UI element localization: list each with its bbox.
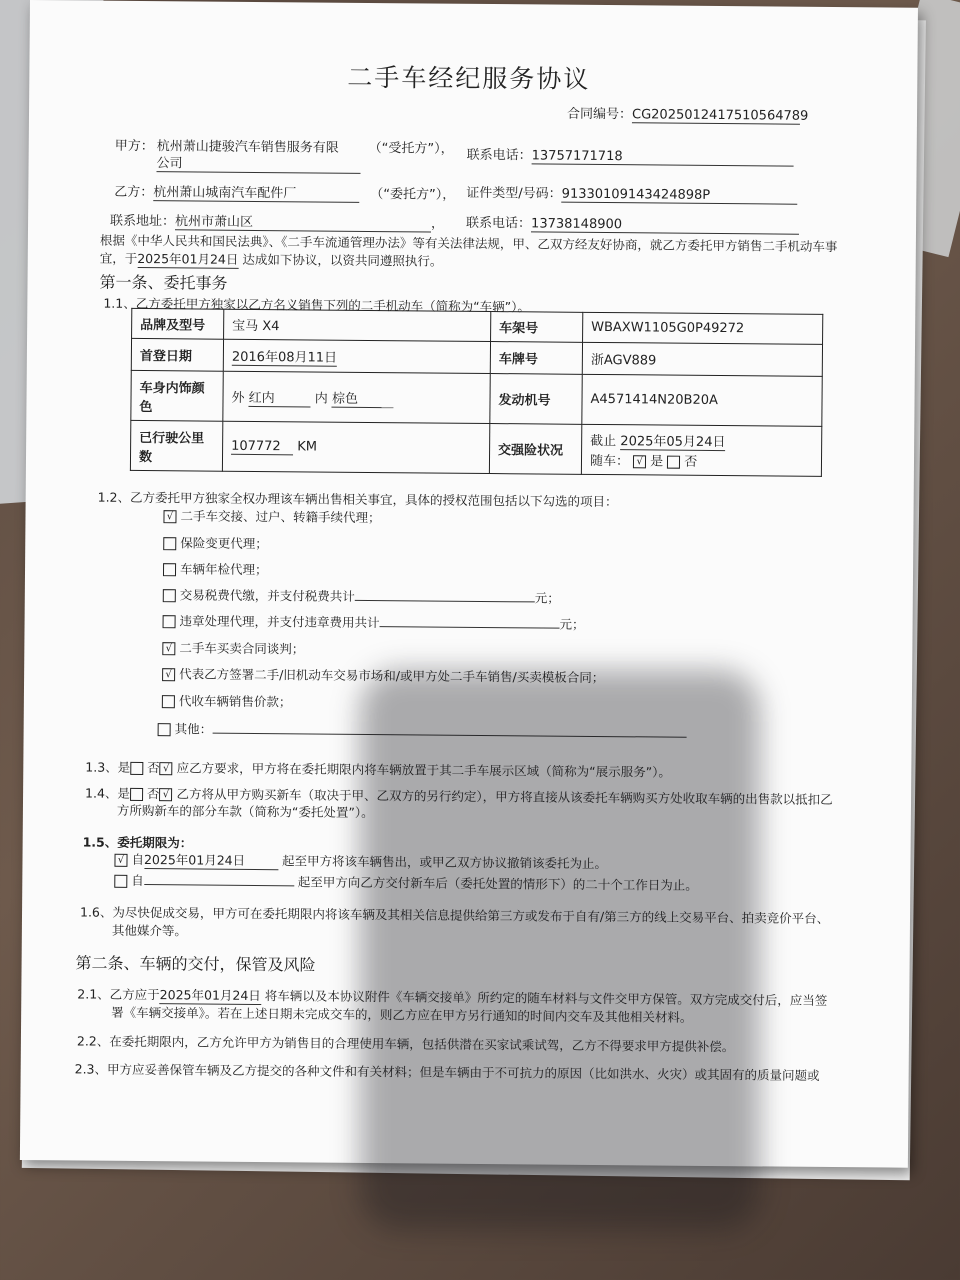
c13-no-box: √ <box>160 762 173 775</box>
vehicle-info-table <box>130 308 823 477</box>
color-label: 车身内饰颜色 <box>131 370 223 421</box>
term-a-checkbox: √ <box>114 854 127 867</box>
c14-no-box: √ <box>159 788 172 801</box>
party-a-name-cont: 公司 <box>157 152 361 174</box>
plate-label: 车牌号 <box>490 342 582 375</box>
article-2-heading: 第二条、车辆的交付，保管及风险 <box>75 953 316 975</box>
vin-label: 车架号 <box>491 312 583 343</box>
color-value: 外 红内 内 棕色 <box>223 371 490 423</box>
scope-checkbox-4 <box>163 589 176 602</box>
party-a-label: 甲方： <box>114 138 154 155</box>
party-b-id: 证件类型/号码：91330109143424898P <box>466 182 798 205</box>
vin-value: WBAXW1105G0P49272 <box>583 312 823 344</box>
intro-line-2: 宜，于2025年01月24日 达成如下协议，以资共同遵照执行。 <box>99 250 443 269</box>
clause-1-2: 1.2、乙方委托甲方独家全权办理该车辆出售相关事宜，具体的授权范围包括以下勾选的项目： <box>97 489 618 510</box>
party-a-role: （“受托方”）， <box>368 140 454 157</box>
scope-checkbox-7: √ <box>162 668 175 681</box>
plate-value: 浙AGV889 <box>582 342 822 376</box>
party-a-name: 杭州萧山捷骏汽车销售服务有限 <box>156 139 339 156</box>
term-b-checkbox <box>114 875 127 888</box>
scope-item-6: √ 二手车买卖合同谈判； <box>162 638 304 657</box>
clause-1-5-title: 1.5、委托期限为： <box>82 834 193 851</box>
party-b-address: 联系地址：杭州市萧山区 ， <box>110 210 444 233</box>
scope-item-3: 车辆年检代理； <box>163 559 268 578</box>
insurance-no-checkbox <box>667 456 680 469</box>
scope-item-8: 代收车辆销售价款； <box>162 691 292 710</box>
scope-checkbox-5 <box>163 615 176 628</box>
insurance-yes-checkbox: √ <box>633 455 646 468</box>
party-b-phone: 联系电话：13738148900 <box>466 212 799 235</box>
scope-checkbox-1: √ <box>163 510 176 523</box>
mileage-label: 已行驶公里数 <box>130 420 222 471</box>
clause-1-5-option-b: 自 起至甲方向乙方交付新车后（委托处置的情形下）的二十个工作日为止。 <box>114 871 698 894</box>
clause-2-2: 2.2、在委托期限内，乙方允许甲方为销售目的合理使用车辆，包括供潜在买家试乘试驾，乙方不得要求甲方提供补偿。 <box>76 1033 735 1055</box>
clause-1-3: 1.3、是 否 √ 应乙方要求，甲方将在委托期限内将车辆放置于其二手车展示区域（简称为“展示服务”）。 <box>85 759 671 780</box>
contract-page <box>20 0 918 1168</box>
clause-1-6-cont: 其他媒介等。 <box>111 922 187 939</box>
party-b-name: 乙方：杭州萧山城南汽车配件厂 <box>114 181 359 203</box>
clause-1-4: 1.4、是 否 √ 乙方将从甲方购买新车（取决于甲、乙双方的另行约定），甲方将直接从该委托车辆购买方处收取车辆的出售款以抵扣乙 <box>85 785 833 808</box>
scope-checkbox-2 <box>163 537 176 550</box>
clause-2-3: 2.3、甲方应妥善保管车辆及乙方提交的各种文件和有关材料；但是车辆由于不可抗力的原因（比如洪水、火灾）或其固有的质量问题或 <box>74 1061 820 1083</box>
party-b-role: （“委托方”）， <box>370 186 456 203</box>
clause-1-4-cont: 方所购新车的部分车款（简称为“委托处置”）。 <box>116 802 374 821</box>
clause-2-1-cont: 署《车辆交接单》。若在上述日期未完成交车的，则乙方应在甲方另行通知的时间内交车及其他相关材料。 <box>111 1004 693 1025</box>
c14-yes-box <box>130 788 143 801</box>
insurance-label: 交强险状况 <box>489 424 581 475</box>
scope-item-4: 交易税费代缴，并支付税费共计 元； <box>163 585 560 606</box>
scope-checkbox-9 <box>158 723 171 736</box>
scope-item-7: √ 代表乙方签署二手/旧机动车交易市场和/或甲方处二手车销售/买卖模板合同； <box>162 664 604 686</box>
brand-label: 品牌及型号 <box>132 308 224 339</box>
engine-label: 发动机号 <box>490 374 582 425</box>
clause-1-6: 1.6、为尽快促成交易，甲方可在委托期限内将该车辆及其相关信息提供给第三方或发布于自有/第三方的线上交易平台、拍卖竞价平台、 <box>79 904 830 927</box>
clause-2-1: 2.1、乙方应于2025年01月24日 将车辆以及本协议附件《车辆交接单》所约定的随车材料与文件交甲方保管。双方完成交付后，应当签 <box>77 986 828 1008</box>
intro-line-1: 根据《中华人民共和国民法典》、《二手车流通管理办法》等有关法律法规，甲、乙双方经友好协商，就乙方委托甲方销售二手机动车事 <box>99 232 838 255</box>
scope-checkbox-8 <box>162 695 175 708</box>
c13-yes-box <box>130 762 143 775</box>
scope-item-1: √ 二手车交接、过户、转籍手续代理； <box>163 506 380 526</box>
clause-1-1: 1.1、乙方委托甲方独家以乙方名义销售下列的二手机动车（简称为“车辆”）。 <box>103 295 531 315</box>
engine-value: A4571414N20B20A <box>582 374 822 426</box>
scope-checkbox-6: √ <box>162 642 175 655</box>
scope-item-2: 保险变更代理； <box>163 533 268 552</box>
page-title: 二手车经纪服务协议 <box>347 62 591 94</box>
contract-number: 合同编号：CG20250124175105647​89 <box>566 106 809 124</box>
reg-date-value: 2016年08月11日 <box>223 339 490 373</box>
mileage-value: 107772 KM <box>222 421 489 473</box>
article-1-heading: 第一条、委托事务 <box>99 272 228 293</box>
scope-checkbox-3 <box>163 563 176 576</box>
reg-date-label: 首登日期 <box>131 338 223 371</box>
scope-item-5: 违章处理代理，并支付违章费用共计 元； <box>163 611 585 633</box>
party-a-phone: 联系电话：13757171718 <box>467 144 794 167</box>
clause-1-5-option-a: √ 自2025年01月24日 起至甲方将该车辆售出，或甲乙双方协议撤销该委托为止。 <box>114 850 607 873</box>
brand-value: 宝马 X4 <box>224 309 491 341</box>
scope-item-9: 其他： <box>158 719 687 742</box>
insurance-value: 截止 2025年05月24日 随车： √ 是 否 <box>581 424 821 476</box>
